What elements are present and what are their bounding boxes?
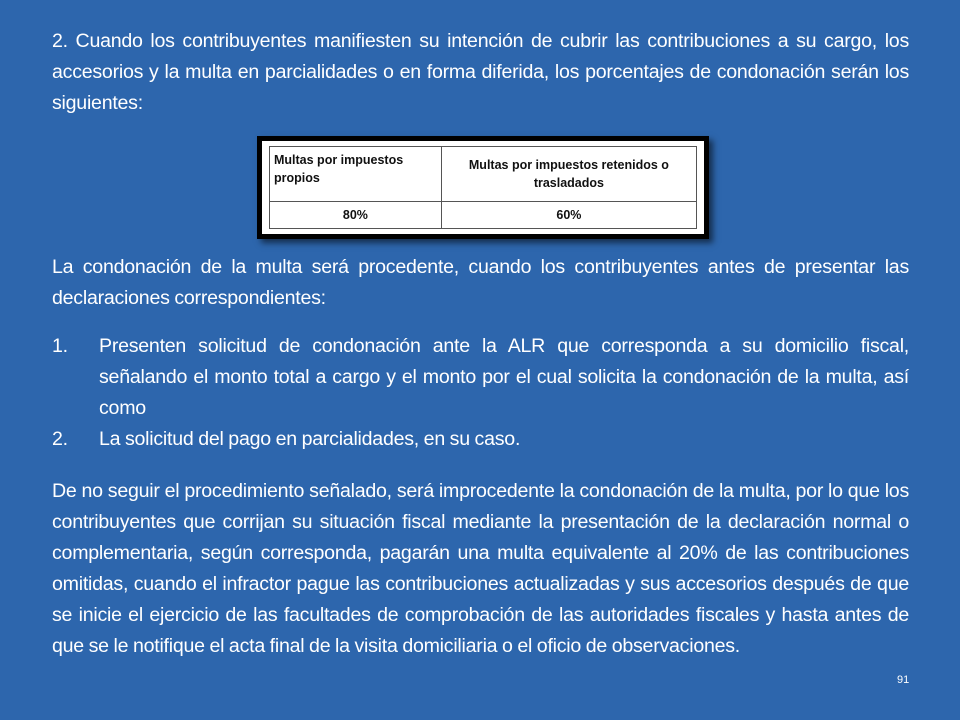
slide-body bbox=[52, 26, 909, 119]
condition-paragraph: La condonación de la multa será procedente, cuando los contribuyentes antes de presentar las declaraciones correspondientes: bbox=[52, 256, 909, 309]
header-withheld-taxes: Multas por impuestos retenidos o trasladados bbox=[441, 147, 696, 202]
list-item-number: 2. bbox=[52, 428, 68, 450]
fine-rates-table-frame bbox=[257, 136, 709, 239]
value-withheld-taxes: 60% bbox=[441, 202, 696, 229]
page-number: 91 bbox=[897, 674, 910, 686]
table-header-row bbox=[270, 147, 697, 202]
list-item bbox=[52, 424, 909, 455]
list-item-text: La solicitud del pago en parcialidades, en su caso. bbox=[99, 428, 521, 450]
list-item-text: Presenten solicitud de condonación ante la ALR que corresponda a su domicilio fiscal, señalando el monto total a cargo y el monto por el cual solicita la condonación de la multa, así como bbox=[99, 335, 909, 419]
value-own-taxes: 80% bbox=[270, 202, 442, 229]
list-item bbox=[52, 331, 909, 424]
requirements-list bbox=[52, 331, 909, 455]
fine-rates-table-panel bbox=[262, 141, 704, 234]
fine-rates-table bbox=[269, 146, 697, 229]
list-item-number: 1. bbox=[52, 335, 68, 357]
header-own-taxes: Multas por impuestos propios bbox=[270, 147, 442, 202]
table-row bbox=[270, 202, 697, 229]
closing-paragraph: De no seguir el procedimiento señalado, será improcedente la condonación de la multa, por lo que los contribuyentes que corrijan su situación fiscal mediante la presentación de la declaración normal o complementaria, según corresponda, pagarán una multa equivalente al 20% de las contribuciones omitidas, cuando el infractor pague las contribuciones actualizadas y sus accesorios después de que se inicie el ejercicio de las facultades de comprobación de las autoridades fiscales y hasta antes de que se le notifique el acta final de la visita domiciliaria o el oficio de observaciones. bbox=[52, 480, 909, 657]
intro-paragraph: 2. Cuando los contribuyentes manifiesten su intención de cubrir las contribuciones a su cargo, los accesorios y la multa en parcialidades o en forma diferida, los porcentajes de condonación serán los siguientes: bbox=[52, 30, 909, 114]
